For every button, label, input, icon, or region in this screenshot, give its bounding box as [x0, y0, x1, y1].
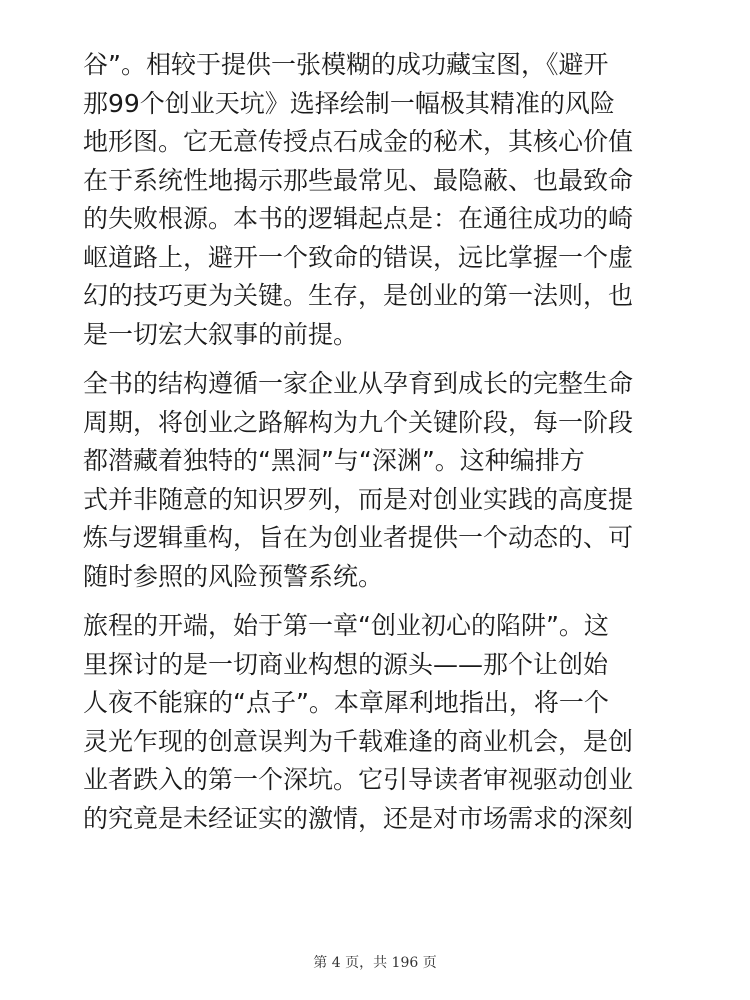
- text-line: 里探讨的是一切商业构想的源头——那个让创始: [83, 649, 609, 679]
- text-line: 业者跌入的第一个深坑。它引导读者审视驱动创业: [83, 765, 634, 794]
- paragraph-1: [83, 46, 683, 354]
- paragraph-2: [83, 365, 683, 596]
- text-line: 的失败根源。本书的逻辑起点是：在通往成功的崎: [83, 204, 634, 233]
- text-line: 全书的结构遵循一家企业从孕育到成长的完整生命: [83, 369, 634, 398]
- text-line: 地形图。它无意传授点石成金的秘术，其核心价值: [83, 127, 634, 156]
- text-line: 式并非随意的知识罗列，而是对创业实践的高度提: [83, 484, 634, 514]
- text-line: 周期，将创业之路解构为九个关键阶段，每一阶段: [83, 407, 634, 437]
- text-line: 随时参照的风险预警系统。: [83, 561, 384, 591]
- text-line: 谷”。相较于提供一张模糊的成功藏宝图，《避开: [83, 50, 609, 79]
- page-number-footer: 第 4 页，共 196 页: [313, 955, 437, 971]
- text-line: 是一切宏大叙事的前提。: [83, 319, 359, 349]
- text-line: 的究竟是未经证实的激情，还是对市场需求的深刻: [83, 803, 634, 833]
- text-line: 人夜不能寐的“点子”。本章犀利地指出，将一个: [83, 688, 609, 717]
- text-line: 都潜藏着独特的“黑洞”与“深渊”。这种编排方: [83, 446, 585, 475]
- paragraph-3: [83, 607, 683, 838]
- body-text: [83, 46, 683, 849]
- text-line: 那99个创业天坑》选择绘制一幅极其精准的风险: [83, 88, 615, 118]
- text-line: 旅程的开端，始于第一章“创业初心的陷阱”。这: [83, 611, 609, 640]
- text-line: 幻的技巧更为关键。生存，是创业的第一法则，也: [83, 281, 634, 310]
- text-line: 岖道路上，避开一个致命的错误，远比掌握一个虚: [83, 242, 634, 272]
- text-line: 炼与逻辑重构，旨在为创业者提供一个动态的、可: [83, 523, 634, 552]
- text-line: 灵光乍现的创意误判为千载难逢的商业机会，是创: [83, 726, 634, 756]
- text-line: 在于系统性地揭示那些最常见、最隐蔽、也最致命: [83, 165, 634, 195]
